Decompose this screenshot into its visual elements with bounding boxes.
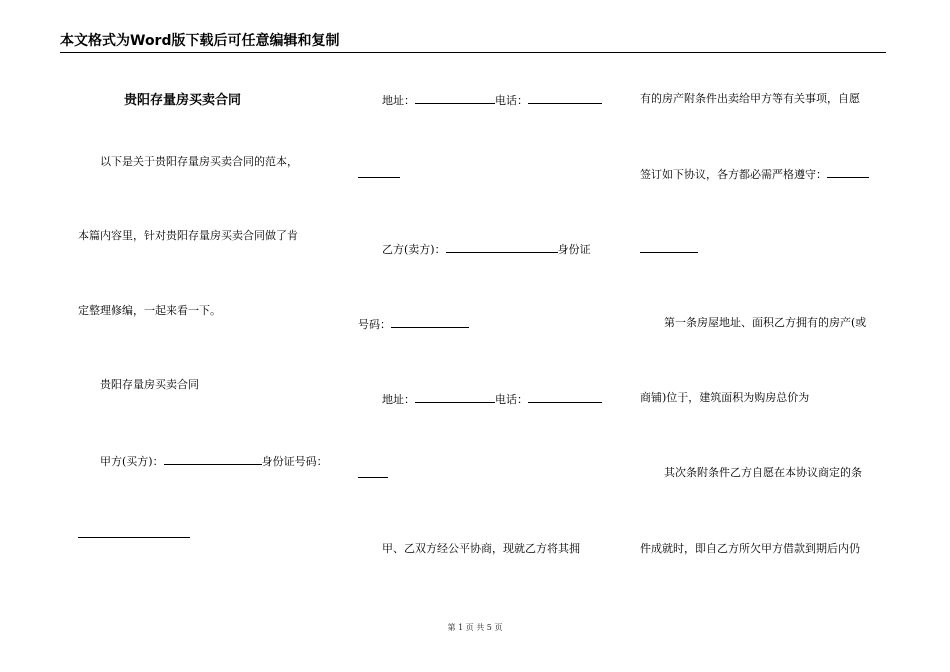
id-number-label: 号码： [358, 318, 391, 331]
address-blank [415, 92, 495, 104]
party-a-label: 甲方(买方)： [100, 455, 164, 468]
address-continuation-blank [358, 166, 400, 178]
article-1-line-1: 第一条房屋地址、面积乙方拥有的房产(或 [664, 316, 867, 329]
document-header: 本文格式为Word版下载后可任意编辑和复制 [60, 33, 340, 49]
phone-blank [528, 92, 602, 104]
intro-line-1: 以下是关于贵阳存量房买卖合同的范本， [100, 155, 298, 168]
address-continuation [358, 166, 400, 182]
party-b-id-line [358, 316, 469, 332]
phone-blank-2 [528, 391, 602, 403]
phone-label: 电话： [495, 94, 528, 107]
contract-heading: 贵阳存量房买卖合同 [100, 378, 199, 391]
party-b-id-label: 身份证 [557, 243, 591, 256]
address-label-2: 地址： [382, 393, 415, 406]
party-a-id-blank [78, 526, 190, 538]
address-continuation-2 [358, 466, 388, 482]
document-title: 贵阳存量房买卖合同 [124, 93, 242, 108]
agreement-line-2-text: 签订如下协议，各方都必需严格遵守： [640, 168, 827, 181]
article-1-line-2: 商铺)位于，建筑面积为购房总价为 [640, 391, 810, 404]
agreement-line-1: 有的房产附条件出卖给甲方等有关事项，自愿 [640, 92, 860, 105]
article-2-line-2: 件成就时，即自乙方所欠甲方借款到期后内仍 [640, 542, 860, 555]
article-2-line-1: 其次条附条件乙方自愿在本协议商定的条 [664, 466, 862, 479]
intro-line-2: 本篇内容里，针对贵阳存量房买卖合同做了肯 [78, 229, 298, 242]
page-number: 第 1 页 共 5 页 [447, 623, 503, 632]
party-b-line [382, 241, 591, 257]
header-divider [60, 52, 886, 53]
party-b-label: 乙方(卖方)： [382, 243, 446, 256]
party-b-name-blank [446, 241, 558, 253]
agreement-line-3 [640, 241, 698, 257]
phone-label-2: 电话： [495, 393, 528, 406]
party-a-address-line [382, 92, 602, 108]
address-blank-2 [415, 391, 495, 403]
agreement-blank-2 [640, 241, 698, 253]
party-b-id-blank [391, 316, 469, 328]
party-a-line [100, 453, 328, 469]
agreement-line-2 [640, 166, 869, 182]
party-a-name-blank [164, 453, 262, 465]
address-label: 地址： [382, 94, 415, 107]
intro-line-3: 定整理修编，一起来看一下。 [78, 304, 221, 317]
agreement-blank [827, 166, 869, 178]
party-a-id-label: 身份证号码： [261, 455, 328, 468]
party-a-id-line [78, 526, 190, 542]
party-b-address-line [382, 391, 602, 407]
agreement-intro: 甲、乙双方经公平协商，现就乙方将其拥 [382, 542, 580, 555]
address-continuation-blank-2 [358, 466, 388, 478]
